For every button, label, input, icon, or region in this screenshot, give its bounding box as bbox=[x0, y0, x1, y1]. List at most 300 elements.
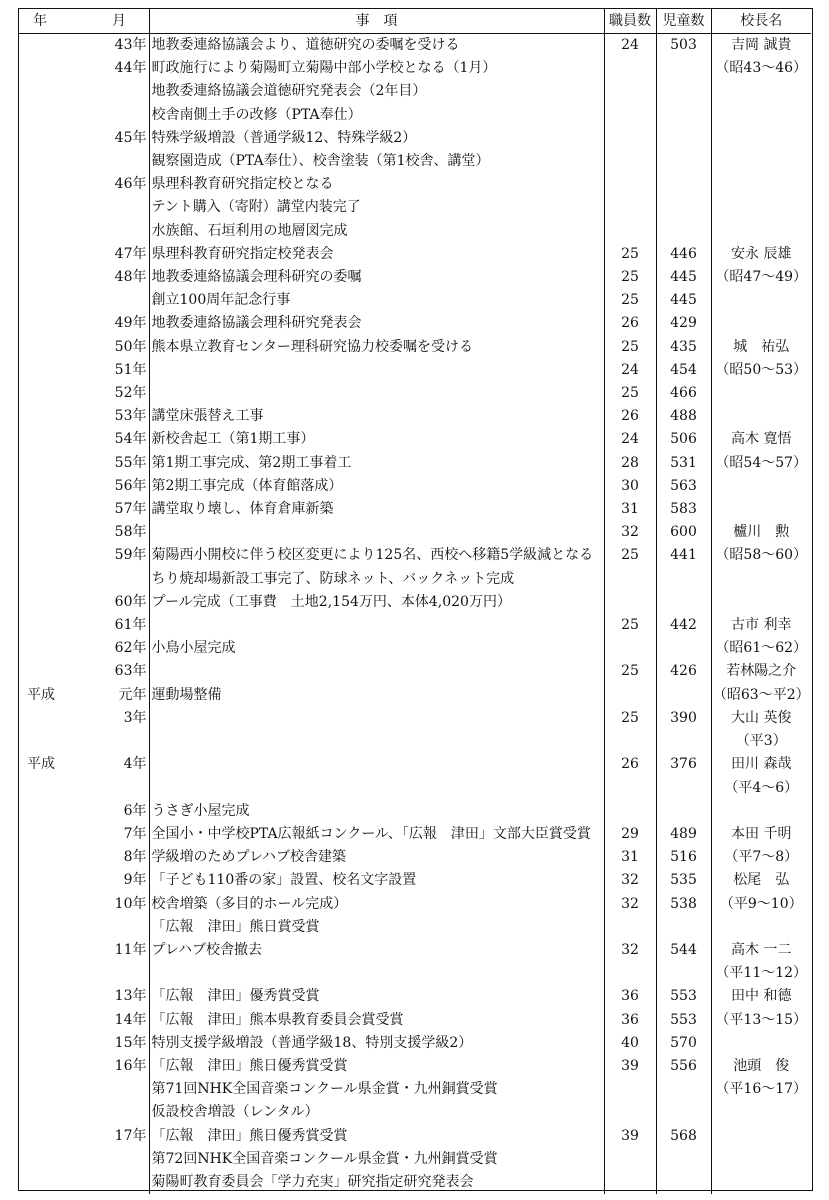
table-row bbox=[19, 568, 811, 591]
event-cell bbox=[149, 614, 604, 637]
year-cell: 52年 bbox=[114, 385, 147, 402]
history-table-frame bbox=[18, 8, 813, 1191]
principal-cell bbox=[711, 382, 811, 405]
table-row bbox=[19, 730, 811, 753]
event-cell: 熊本県立教育センター理科研究協力校委嘱を受ける bbox=[149, 336, 604, 359]
pupil-count-cell: 544 bbox=[656, 939, 711, 962]
staff-count-cell: 25 bbox=[604, 289, 656, 312]
table-row bbox=[19, 405, 811, 428]
pupil-count-cell bbox=[656, 196, 711, 219]
principal-cell bbox=[711, 1171, 811, 1194]
staff-count-cell: 25 bbox=[604, 660, 656, 683]
principal-cell: （平13～15） bbox=[711, 1009, 811, 1032]
header-month: 月 bbox=[74, 9, 149, 34]
principal-cell bbox=[711, 591, 811, 614]
table-row bbox=[19, 1032, 811, 1055]
year-cell: 47年 bbox=[114, 245, 147, 262]
table-row bbox=[19, 637, 811, 660]
year-cell: 48年 bbox=[114, 269, 147, 286]
staff-count-cell: 32 bbox=[604, 869, 656, 892]
pupil-count-cell: 435 bbox=[656, 336, 711, 359]
era-cell bbox=[19, 359, 74, 382]
table-row bbox=[19, 359, 811, 382]
pupil-count-cell: 441 bbox=[656, 544, 711, 567]
event-cell: 菊陽町教育委員会「学力充実」研究指定研究発表会 bbox=[149, 1171, 604, 1194]
table-row bbox=[19, 382, 811, 405]
era-cell bbox=[19, 80, 74, 103]
staff-count-cell bbox=[604, 1078, 656, 1101]
pupil-count-cell: 563 bbox=[656, 475, 711, 498]
era-cell bbox=[19, 196, 74, 219]
year-cell: 56年 bbox=[114, 477, 147, 494]
year-cell: 59年 bbox=[114, 547, 147, 564]
event-cell: 全国小・中学校PTA広報紙コンクール、「広報 津田」文部大臣賞受賞 bbox=[149, 823, 604, 846]
principal-cell bbox=[711, 1032, 811, 1055]
era-cell bbox=[19, 544, 74, 567]
staff-count-cell: 25 bbox=[604, 336, 656, 359]
staff-count-cell bbox=[604, 220, 656, 243]
pupil-count-cell bbox=[656, 173, 711, 196]
table-row bbox=[19, 544, 811, 567]
principal-cell: 古市 利幸 bbox=[711, 614, 811, 637]
table-row bbox=[19, 243, 811, 266]
principal-cell bbox=[711, 916, 811, 939]
table-row bbox=[19, 57, 811, 80]
year-cell: 14年 bbox=[114, 1011, 147, 1028]
era-cell bbox=[19, 1125, 74, 1148]
pupil-count-cell bbox=[656, 1171, 711, 1194]
principal-cell bbox=[711, 312, 811, 335]
staff-count-cell: 24 bbox=[604, 34, 656, 58]
table-row bbox=[19, 985, 811, 1008]
event-cell: 特別支援学級増設（普通学級18、特別支援学級2） bbox=[149, 1032, 604, 1055]
event-cell: 「子ども110番の家」設置、校名文字設置 bbox=[149, 869, 604, 892]
staff-count-cell: 31 bbox=[604, 498, 656, 521]
staff-count-cell: 40 bbox=[604, 1032, 656, 1055]
table-row bbox=[19, 498, 811, 521]
year-cell: 9年 bbox=[123, 872, 147, 889]
pupil-count-cell bbox=[656, 220, 711, 243]
principal-cell: （昭47～49） bbox=[711, 266, 811, 289]
event-cell: テント購入（寄附）講堂内装完了 bbox=[149, 196, 604, 219]
event-cell bbox=[149, 382, 604, 405]
era-cell bbox=[19, 1055, 74, 1078]
principal-cell: 本田 千明 bbox=[711, 823, 811, 846]
staff-count-cell: 39 bbox=[604, 1125, 656, 1148]
event-cell: 創立100周年記念行事 bbox=[149, 289, 604, 312]
event-cell: 地教委連絡協議会より、道徳研究の委嘱を受ける bbox=[149, 34, 604, 58]
event-cell bbox=[149, 521, 604, 544]
staff-count-cell bbox=[604, 568, 656, 591]
pupil-count-cell bbox=[656, 80, 711, 103]
table-row bbox=[19, 312, 811, 335]
year-cell bbox=[74, 962, 149, 985]
staff-count-cell bbox=[604, 962, 656, 985]
year-cell: 58年 bbox=[114, 524, 147, 541]
staff-count-cell: 36 bbox=[604, 1009, 656, 1032]
era-cell bbox=[19, 104, 74, 127]
year-cell: 17年 bbox=[114, 1127, 147, 1144]
year-cell bbox=[74, 1101, 149, 1124]
table-row bbox=[19, 452, 811, 475]
table-row bbox=[19, 196, 811, 219]
table-row bbox=[19, 660, 811, 683]
table-row bbox=[19, 104, 811, 127]
table-row bbox=[19, 1101, 811, 1124]
event-cell: 第72回NHK全国音楽コンクール県金賞・九州銅賞受賞 bbox=[149, 1148, 604, 1171]
table-row bbox=[19, 266, 811, 289]
staff-count-cell: 25 bbox=[604, 382, 656, 405]
table-row bbox=[19, 684, 811, 707]
year-cell: 55年 bbox=[114, 454, 147, 471]
pupil-count-cell bbox=[656, 800, 711, 823]
event-cell: ちり焼却場新設工事完了、防球ネット、バックネット完成 bbox=[149, 568, 604, 591]
event-cell bbox=[149, 707, 604, 730]
era-cell bbox=[19, 707, 74, 730]
era-cell bbox=[19, 985, 74, 1008]
table-row bbox=[19, 1078, 811, 1101]
event-cell: プール完成（工事費 土地2,154万円、本体4,020万円） bbox=[149, 591, 604, 614]
staff-count-cell bbox=[604, 1148, 656, 1171]
year-cell bbox=[74, 777, 149, 800]
pupil-count-cell: 538 bbox=[656, 893, 711, 916]
pupil-count-cell bbox=[656, 916, 711, 939]
era-cell bbox=[19, 823, 74, 846]
event-cell bbox=[149, 359, 604, 382]
era-cell bbox=[19, 475, 74, 498]
pupil-count-cell: 553 bbox=[656, 1009, 711, 1032]
pupil-count-cell bbox=[656, 104, 711, 127]
era-cell bbox=[19, 1101, 74, 1124]
year-cell: 6年 bbox=[123, 802, 147, 819]
staff-count-cell: 36 bbox=[604, 985, 656, 1008]
era-cell bbox=[19, 1171, 74, 1194]
pupil-count-cell: 503 bbox=[656, 34, 711, 58]
event-cell: 「広報 津田」熊日優秀賞受賞 bbox=[149, 1055, 604, 1078]
table-row bbox=[19, 1148, 811, 1171]
event-cell: プレハブ校舎撤去 bbox=[149, 939, 604, 962]
era-cell bbox=[19, 266, 74, 289]
year-cell bbox=[74, 220, 149, 243]
principal-cell bbox=[711, 1125, 811, 1148]
staff-count-cell bbox=[604, 800, 656, 823]
era-cell bbox=[19, 568, 74, 591]
year-cell: 57年 bbox=[114, 501, 147, 518]
era-cell bbox=[19, 800, 74, 823]
era-cell bbox=[19, 869, 74, 892]
pupil-count-cell: 488 bbox=[656, 405, 711, 428]
pupil-count-cell: 568 bbox=[656, 1125, 711, 1148]
era-cell bbox=[19, 637, 74, 660]
staff-count-cell bbox=[604, 591, 656, 614]
principal-cell bbox=[711, 80, 811, 103]
era-cell bbox=[19, 1009, 74, 1032]
table-row bbox=[19, 962, 811, 985]
event-cell: 「広報 津田」優秀賞受賞 bbox=[149, 985, 604, 1008]
principal-cell bbox=[711, 1148, 811, 1171]
year-cell: 43年 bbox=[114, 37, 147, 53]
era-cell bbox=[19, 405, 74, 428]
table-row bbox=[19, 800, 811, 823]
pupil-count-cell: 535 bbox=[656, 869, 711, 892]
event-cell: うさぎ小屋完成 bbox=[149, 800, 604, 823]
year-cell: 8年 bbox=[123, 849, 147, 866]
staff-count-cell bbox=[604, 730, 656, 753]
table-row bbox=[19, 34, 811, 58]
staff-count-cell bbox=[604, 80, 656, 103]
year-cell: 3年 bbox=[123, 709, 147, 726]
event-cell: 第1期工事完成、第2期工事着工 bbox=[149, 452, 604, 475]
event-cell: 仮設校舎増設（レンタル） bbox=[149, 1101, 604, 1124]
staff-count-cell: 25 bbox=[604, 707, 656, 730]
table-row bbox=[19, 869, 811, 892]
era-cell bbox=[19, 591, 74, 614]
principal-cell bbox=[711, 1101, 811, 1124]
principal-cell: （平3） bbox=[711, 730, 811, 753]
year-cell bbox=[74, 80, 149, 103]
staff-count-cell bbox=[604, 150, 656, 173]
pupil-count-cell bbox=[656, 591, 711, 614]
principal-cell: （平9～10） bbox=[711, 893, 811, 916]
principal-cell bbox=[711, 800, 811, 823]
staff-count-cell: 32 bbox=[604, 939, 656, 962]
year-cell: 49年 bbox=[114, 315, 147, 332]
event-cell bbox=[149, 962, 604, 985]
header-year: 年 bbox=[19, 9, 74, 34]
staff-count-cell bbox=[604, 777, 656, 800]
header-pupil-count: 児童数 bbox=[656, 9, 711, 34]
table-row bbox=[19, 591, 811, 614]
principal-cell: （平11～12） bbox=[711, 962, 811, 985]
era-cell bbox=[19, 660, 74, 683]
era-cell bbox=[19, 893, 74, 916]
principal-cell bbox=[711, 220, 811, 243]
staff-count-cell: 25 bbox=[604, 243, 656, 266]
year-cell: 15年 bbox=[114, 1034, 147, 1051]
year-cell: 63年 bbox=[114, 663, 147, 680]
table-row bbox=[19, 1055, 811, 1078]
table-row bbox=[19, 614, 811, 637]
principal-cell: 田川 森哉 bbox=[711, 753, 811, 776]
table-row bbox=[19, 428, 811, 451]
pupil-count-cell bbox=[656, 637, 711, 660]
staff-count-cell: 28 bbox=[604, 452, 656, 475]
staff-count-cell bbox=[604, 637, 656, 660]
era-cell bbox=[19, 452, 74, 475]
year-cell bbox=[74, 1171, 149, 1194]
principal-cell: （平16～17） bbox=[711, 1078, 811, 1101]
staff-count-cell: 26 bbox=[604, 753, 656, 776]
era-cell bbox=[19, 312, 74, 335]
principal-cell bbox=[711, 104, 811, 127]
era-cell bbox=[19, 1078, 74, 1101]
year-cell: 13年 bbox=[114, 988, 147, 1005]
table-row bbox=[19, 777, 811, 800]
staff-count-cell bbox=[604, 684, 656, 707]
pupil-count-cell: 531 bbox=[656, 452, 711, 475]
principal-cell: （平4～6） bbox=[711, 777, 811, 800]
event-cell: 観察園造成（PTA奉仕）、校舎塗装（第1校舎、講堂） bbox=[149, 150, 604, 173]
era-cell: 平成 bbox=[27, 756, 55, 773]
staff-count-cell: 29 bbox=[604, 823, 656, 846]
year-cell: 51年 bbox=[114, 361, 147, 378]
pupil-count-cell bbox=[656, 777, 711, 800]
era-cell bbox=[19, 916, 74, 939]
staff-count-cell: 26 bbox=[604, 405, 656, 428]
pupil-count-cell: 390 bbox=[656, 707, 711, 730]
principal-cell: 松尾 弘 bbox=[711, 869, 811, 892]
staff-count-cell bbox=[604, 196, 656, 219]
year-cell bbox=[74, 196, 149, 219]
era-cell bbox=[19, 498, 74, 521]
event-cell bbox=[149, 730, 604, 753]
pupil-count-cell bbox=[656, 730, 711, 753]
staff-count-cell: 32 bbox=[604, 521, 656, 544]
year-cell bbox=[74, 568, 149, 591]
era-cell bbox=[19, 220, 74, 243]
principal-cell: 吉岡 誠貴 bbox=[711, 34, 811, 58]
era-cell bbox=[19, 521, 74, 544]
event-cell: 地教委連絡協議会理科研究の委嘱 bbox=[149, 266, 604, 289]
event-cell: 地教委連絡協議会道徳研究発表会（2年目） bbox=[149, 80, 604, 103]
table-row bbox=[19, 289, 811, 312]
pupil-count-cell bbox=[656, 568, 711, 591]
table-row bbox=[19, 1125, 811, 1148]
era-cell bbox=[19, 127, 74, 150]
principal-cell: 櫨川 勲 bbox=[711, 521, 811, 544]
era-cell bbox=[19, 777, 74, 800]
pupil-count-cell bbox=[656, 962, 711, 985]
year-cell: 4年 bbox=[123, 756, 147, 773]
year-cell bbox=[74, 289, 149, 312]
table-row bbox=[19, 753, 811, 776]
year-cell bbox=[74, 150, 149, 173]
principal-cell: 田中 和德 bbox=[711, 985, 811, 1008]
table-row bbox=[19, 893, 811, 916]
pupil-count-cell: 466 bbox=[656, 382, 711, 405]
principal-cell bbox=[711, 173, 811, 196]
year-cell: 44年 bbox=[114, 60, 147, 77]
event-cell: 地教委連絡協議会理科研究発表会 bbox=[149, 312, 604, 335]
pupil-count-cell bbox=[656, 1101, 711, 1124]
year-cell bbox=[74, 1078, 149, 1101]
event-cell: 県理科教育研究指定校発表会 bbox=[149, 243, 604, 266]
year-cell bbox=[74, 104, 149, 127]
staff-count-cell: 25 bbox=[604, 614, 656, 637]
era-cell bbox=[19, 336, 74, 359]
year-cell: 50年 bbox=[114, 338, 147, 355]
year-cell: 7年 bbox=[123, 825, 147, 842]
staff-count-cell: 25 bbox=[604, 544, 656, 567]
principal-cell: （平7～8） bbox=[711, 846, 811, 869]
pupil-count-cell bbox=[656, 57, 711, 80]
event-cell: 校舎南側土手の改修（PTA奉仕） bbox=[149, 104, 604, 127]
principal-cell: 高木 寛悟 bbox=[711, 428, 811, 451]
header-principal: 校長名 bbox=[711, 9, 811, 34]
era-cell bbox=[19, 730, 74, 753]
event-cell bbox=[149, 660, 604, 683]
era-cell bbox=[19, 1032, 74, 1055]
staff-count-cell bbox=[604, 127, 656, 150]
era-cell bbox=[19, 289, 74, 312]
era-cell bbox=[19, 57, 74, 80]
event-cell: 県理科教育研究指定校となる bbox=[149, 173, 604, 196]
staff-count-cell bbox=[604, 57, 656, 80]
principal-cell: 池頭 俊 bbox=[711, 1055, 811, 1078]
principal-cell bbox=[711, 127, 811, 150]
principal-cell: （昭58～60） bbox=[711, 544, 811, 567]
event-cell: 運動場整備 bbox=[149, 684, 604, 707]
pupil-count-cell: 516 bbox=[656, 846, 711, 869]
year-cell: 16年 bbox=[114, 1057, 147, 1074]
event-cell: 学級増のためプレハブ校舎建築 bbox=[149, 846, 604, 869]
table-row bbox=[19, 475, 811, 498]
pupil-count-cell bbox=[656, 684, 711, 707]
year-cell: 46年 bbox=[114, 176, 147, 193]
principal-cell: （昭61～62） bbox=[711, 637, 811, 660]
principal-cell: （昭54～57） bbox=[711, 452, 811, 475]
year-cell: 54年 bbox=[114, 431, 147, 448]
pupil-count-cell bbox=[656, 1148, 711, 1171]
principal-cell: （昭43～46） bbox=[711, 57, 811, 80]
table-row bbox=[19, 336, 811, 359]
event-cell: 小鳥小屋完成 bbox=[149, 637, 604, 660]
event-cell: 水族館、石垣利用の地層図完成 bbox=[149, 220, 604, 243]
year-cell: 61年 bbox=[114, 617, 147, 634]
staff-count-cell bbox=[604, 104, 656, 127]
pupil-count-cell: 429 bbox=[656, 312, 711, 335]
table-row bbox=[19, 1009, 811, 1032]
event-cell: 「広報 津田」熊日優秀賞受賞 bbox=[149, 1125, 604, 1148]
staff-count-cell: 24 bbox=[604, 428, 656, 451]
header-row bbox=[19, 9, 811, 34]
table-row bbox=[19, 150, 811, 173]
table-row bbox=[19, 916, 811, 939]
principal-cell: 大山 英俊 bbox=[711, 707, 811, 730]
staff-count-cell: 26 bbox=[604, 312, 656, 335]
school-history-table bbox=[19, 9, 811, 1194]
principal-cell: 高木 一二 bbox=[711, 939, 811, 962]
staff-count-cell: 25 bbox=[604, 266, 656, 289]
staff-count-cell: 32 bbox=[604, 893, 656, 916]
pupil-count-cell: 556 bbox=[656, 1055, 711, 1078]
table-row bbox=[19, 846, 811, 869]
year-cell: 45年 bbox=[114, 129, 147, 146]
year-cell: 53年 bbox=[114, 408, 147, 425]
table-row bbox=[19, 173, 811, 196]
pupil-count-cell: 489 bbox=[656, 823, 711, 846]
staff-count-cell: 30 bbox=[604, 475, 656, 498]
pupil-count-cell: 553 bbox=[656, 985, 711, 1008]
event-cell: 講堂取り壊し、体育倉庫新築 bbox=[149, 498, 604, 521]
table-row bbox=[19, 80, 811, 103]
year-cell: 11年 bbox=[114, 941, 147, 958]
era-cell bbox=[19, 428, 74, 451]
table-row bbox=[19, 127, 811, 150]
era-cell bbox=[19, 173, 74, 196]
event-cell: 第71回NHK全国音楽コンクール県金賞・九州銅賞受賞 bbox=[149, 1078, 604, 1101]
year-cell: 62年 bbox=[114, 640, 147, 657]
pupil-count-cell bbox=[656, 127, 711, 150]
table-row bbox=[19, 939, 811, 962]
principal-cell bbox=[711, 475, 811, 498]
pupil-count-cell bbox=[656, 1078, 711, 1101]
staff-count-cell: 31 bbox=[604, 846, 656, 869]
pupil-count-cell: 442 bbox=[656, 614, 711, 637]
event-cell: 講堂床張替え工事 bbox=[149, 405, 604, 428]
table-body bbox=[19, 34, 811, 1195]
pupil-count-cell: 426 bbox=[656, 660, 711, 683]
